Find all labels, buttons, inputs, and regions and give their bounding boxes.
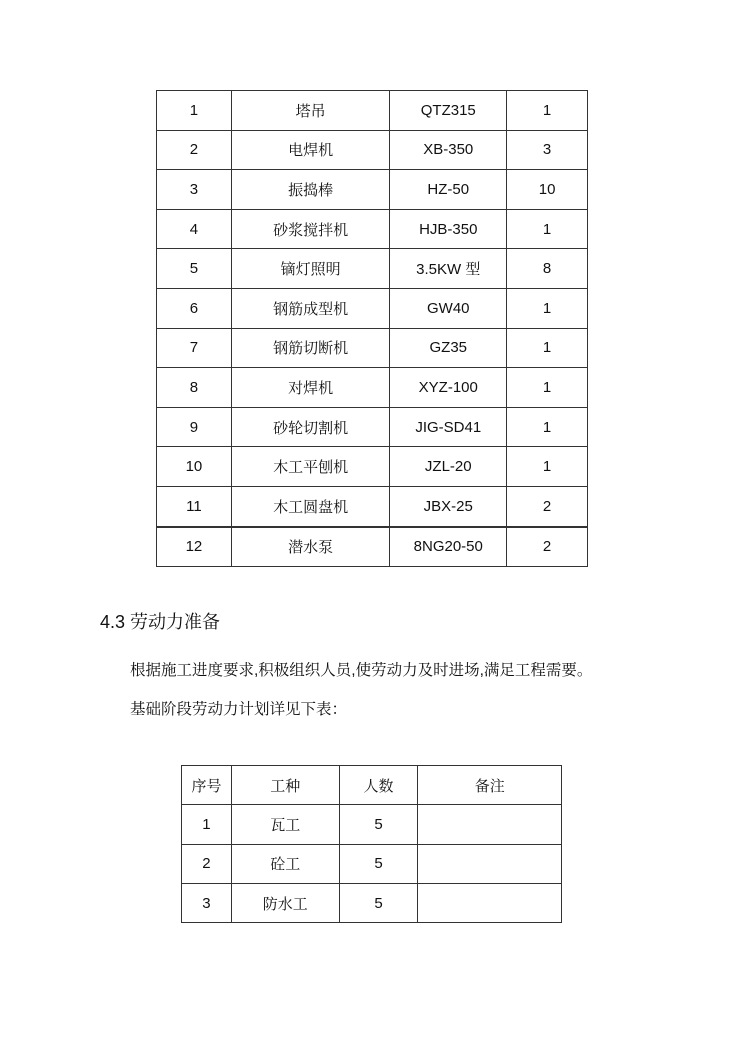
- table-cell: 钢筋切断机: [231, 328, 390, 368]
- table-cell: JIG-SD41: [390, 407, 507, 447]
- table-cell: 对焊机: [231, 368, 390, 408]
- table-cell: 5: [339, 844, 418, 883]
- table-cell: 钢筋成型机: [231, 288, 390, 328]
- table-cell: 10: [157, 447, 232, 487]
- table-cell: 3.5KW 型: [390, 249, 507, 289]
- table-cell: 5: [339, 805, 418, 844]
- table-cell: 6: [157, 288, 232, 328]
- table-row: [157, 368, 588, 408]
- table-cell: 砼工: [231, 844, 339, 883]
- table-cell: 3: [182, 883, 232, 922]
- table-cell: HZ-50: [390, 170, 507, 210]
- table-row: [157, 209, 588, 249]
- table-row: [157, 91, 588, 131]
- table-cell: 2: [157, 130, 232, 170]
- table-cell: 备注: [418, 766, 562, 805]
- table-cell: QTZ315: [390, 91, 507, 131]
- table-row: [157, 486, 588, 526]
- table-row: [182, 883, 562, 922]
- table-cell: 塔吊: [231, 91, 390, 131]
- table-cell: 1: [507, 209, 588, 249]
- table-cell: 潜水泵: [231, 527, 390, 567]
- table-cell: 瓦工: [231, 805, 339, 844]
- table-cell: 1: [507, 328, 588, 368]
- table-cell: JZL-20: [390, 447, 507, 487]
- table-cell: 1: [507, 407, 588, 447]
- table-cell: 8: [157, 368, 232, 408]
- table-cell: GZ35: [390, 328, 507, 368]
- table-row: [157, 288, 588, 328]
- table-cell: 1: [157, 91, 232, 131]
- table-cell: 5: [157, 249, 232, 289]
- table-cell: 1: [507, 288, 588, 328]
- table-cell: 10: [507, 170, 588, 210]
- table-cell: 3: [157, 170, 232, 210]
- table-cell: JBX-25: [390, 486, 507, 526]
- table-cell: XYZ-100: [390, 368, 507, 408]
- table-row: [157, 527, 588, 567]
- table-row: [157, 447, 588, 487]
- table-cell: 防水工: [231, 883, 339, 922]
- table-cell: 8NG20-50: [390, 527, 507, 567]
- table-cell: [418, 844, 562, 883]
- table-cell: XB-350: [390, 130, 507, 170]
- labor-table: [181, 765, 562, 923]
- table-cell: 12: [157, 527, 232, 567]
- section-heading: 4.3 劳动力准备: [100, 612, 221, 632]
- table-cell: 5: [339, 883, 418, 922]
- paragraph: 根据施工进度要求,积极组织人员,使劳动力及时进场,满足工程需要。: [130, 662, 593, 679]
- paragraph: 基础阶段劳动力计划详见下表：: [130, 701, 348, 718]
- table-cell: GW40: [390, 288, 507, 328]
- table-cell: 1: [182, 805, 232, 844]
- table-cell: 砂浆搅拌机: [231, 209, 390, 249]
- table-cell: 11: [157, 486, 232, 526]
- table-row: [157, 170, 588, 210]
- equipment-table: [156, 90, 588, 567]
- table-row: [182, 805, 562, 844]
- table-cell: 2: [507, 527, 588, 567]
- table-cell: 电焊机: [231, 130, 390, 170]
- table-cell: 木工平刨机: [231, 447, 390, 487]
- table-row: [157, 407, 588, 447]
- table-cell: 1: [507, 368, 588, 408]
- table-row: [157, 130, 588, 170]
- table-cell: 工种: [231, 766, 339, 805]
- table-cell: 序号: [182, 766, 232, 805]
- table-cell: 9: [157, 407, 232, 447]
- table-cell: 镝灯照明: [231, 249, 390, 289]
- table-cell: 8: [507, 249, 588, 289]
- table-cell: 砂轮切割机: [231, 407, 390, 447]
- table-cell: 7: [157, 328, 232, 368]
- table-cell: 1: [507, 447, 588, 487]
- table-cell: 振捣棒: [231, 170, 390, 210]
- table-row: [157, 328, 588, 368]
- table-cell: 4: [157, 209, 232, 249]
- table-row: [157, 249, 588, 289]
- table-cell: 2: [507, 486, 588, 526]
- table-row: [182, 766, 562, 805]
- table-cell: HJB-350: [390, 209, 507, 249]
- table-cell: [418, 805, 562, 844]
- table-cell: 2: [182, 844, 232, 883]
- table-row: [182, 844, 562, 883]
- table-cell: [418, 883, 562, 922]
- table-cell: 1: [507, 91, 588, 131]
- table-cell: 人数: [339, 766, 418, 805]
- table-cell: 3: [507, 130, 588, 170]
- table-cell: 木工圆盘机: [231, 486, 390, 526]
